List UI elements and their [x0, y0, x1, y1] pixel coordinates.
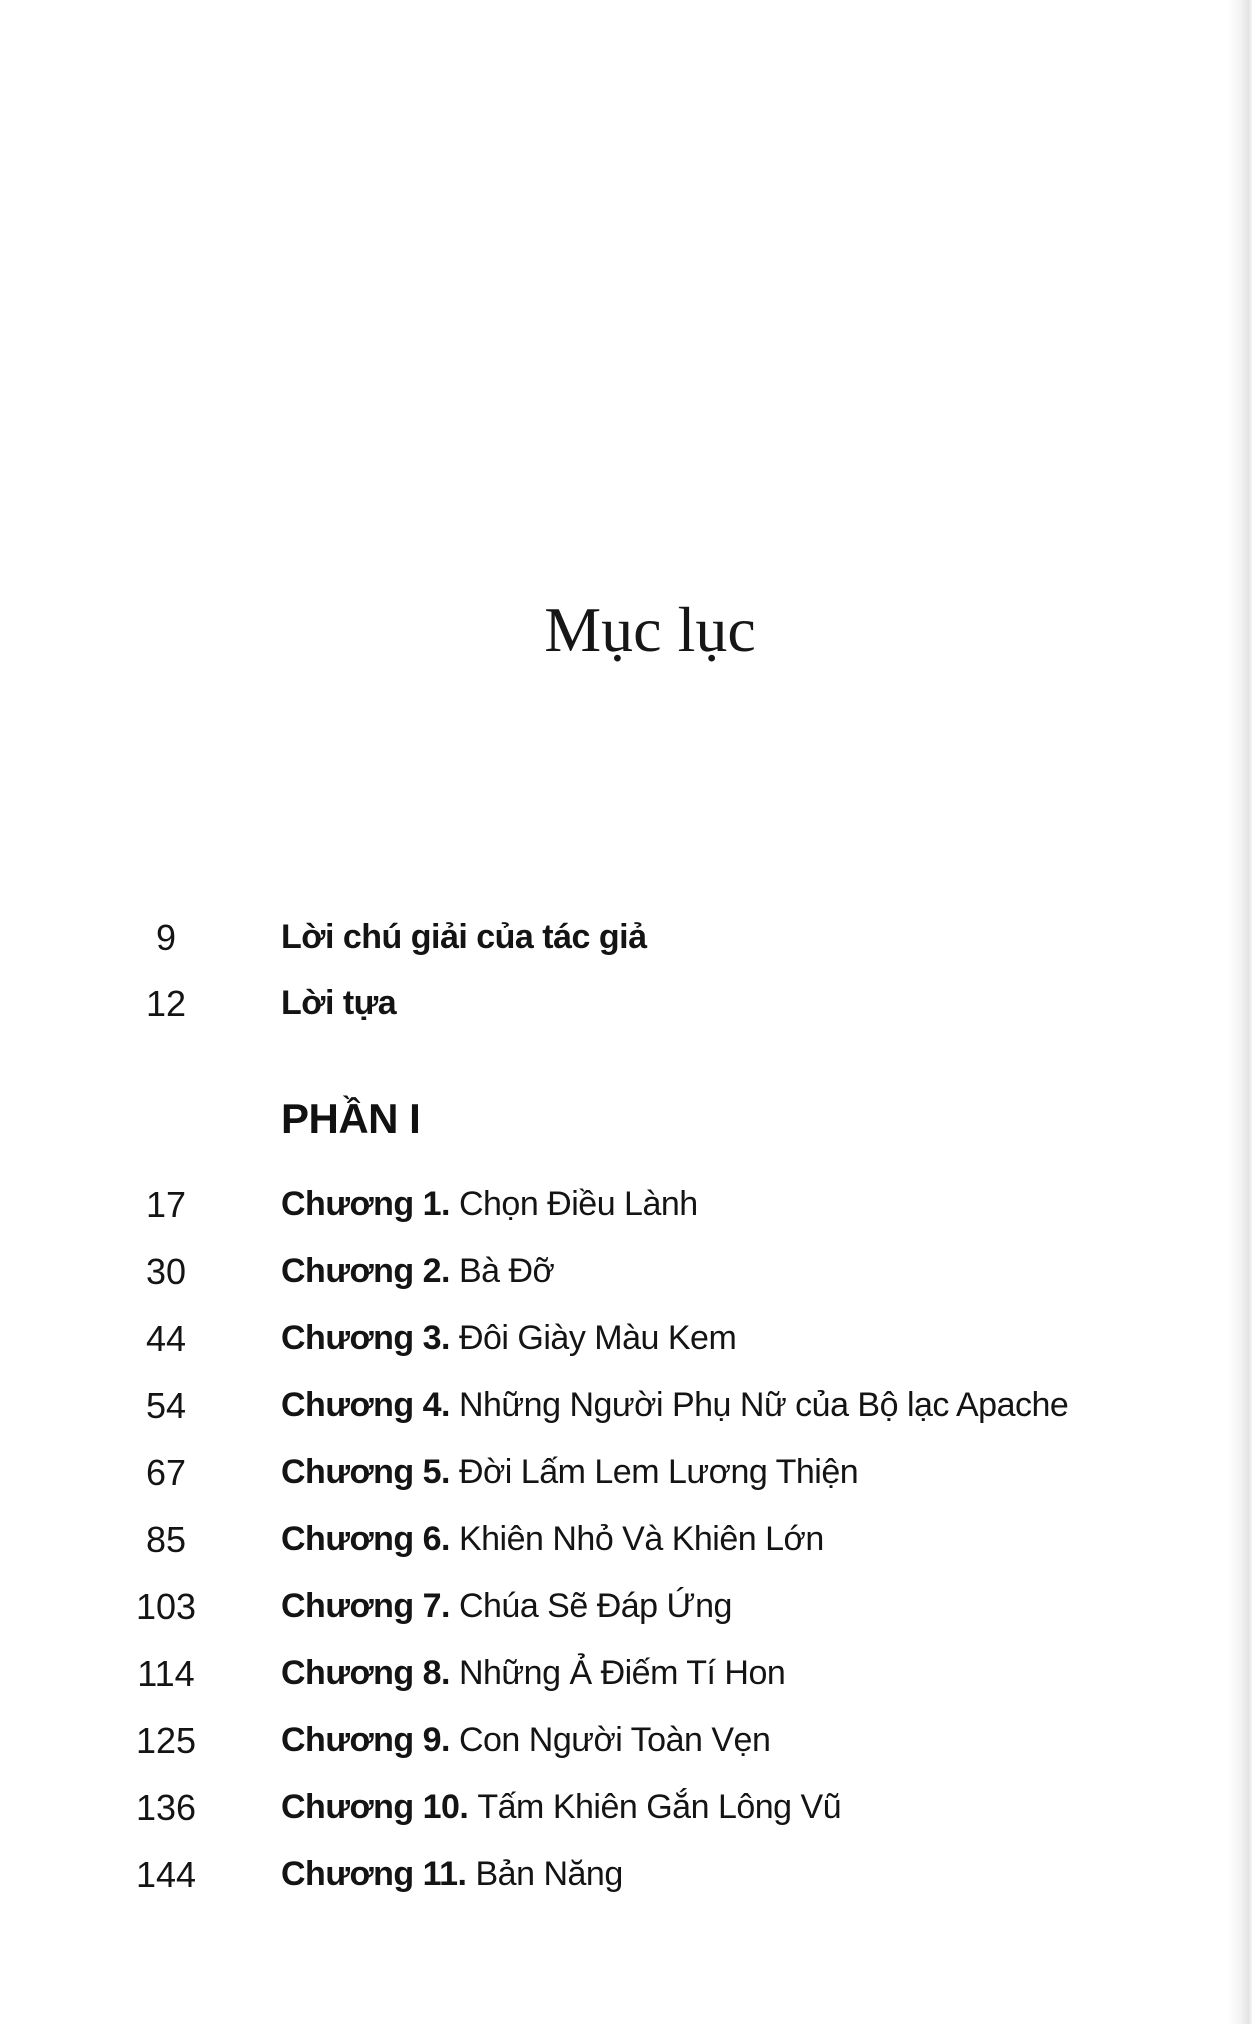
- toc-row: [0, 917, 1252, 986]
- chapter-prefix: Chương 9.: [281, 1721, 450, 1759]
- page-number: 9: [155, 917, 177, 958]
- chapter-entry: [281, 1589, 1222, 1623]
- chapter-entry: [281, 1388, 1222, 1422]
- chapter-prefix: Chương 11.: [281, 1855, 467, 1893]
- chapter-title: Những Người Phụ Nữ của Bộ lạc Apache: [458, 1386, 1069, 1424]
- chapter-title: Con Người Toàn Vẹn: [458, 1721, 771, 1759]
- chapter-prefix: Chương 4.: [281, 1386, 450, 1424]
- chapter-entry: [281, 1455, 1222, 1489]
- chapter-entry: [281, 1857, 1222, 1891]
- chapter-title: Tấm Khiên Gắn Lông Vũ: [477, 1788, 842, 1826]
- chapter-title: Bà Đỡ: [458, 1252, 555, 1290]
- page-number: 144: [135, 1854, 197, 1895]
- page-number: 54: [145, 1385, 187, 1426]
- page-number: 125: [135, 1720, 197, 1761]
- page-number: 85: [145, 1519, 187, 1560]
- toc-row: [0, 1251, 1252, 1321]
- toc-row: [0, 1653, 1252, 1723]
- toc-row: [0, 983, 1252, 1052]
- entry-title: Lời chú giải của tác giả: [281, 918, 647, 956]
- chapter-list: [0, 1184, 1252, 1924]
- chapter-title: Chọn Điều Lành: [458, 1185, 698, 1223]
- toc-row: [0, 1720, 1252, 1790]
- page-title: Mục lục: [544, 594, 756, 665]
- chapter-prefix: Chương 10.: [281, 1788, 469, 1826]
- page-number: 30: [145, 1251, 187, 1292]
- toc-row: [0, 1586, 1252, 1656]
- chapter-prefix: Chương 6.: [281, 1520, 450, 1558]
- chapter-entry: [281, 1522, 1222, 1556]
- chapter-title: Bản Năng: [475, 1855, 623, 1893]
- chapter-title: Khiên Nhỏ Và Khiên Lớn: [458, 1520, 824, 1558]
- page-edge-shadow: [1228, 0, 1252, 2024]
- toc-row: [0, 1184, 1252, 1254]
- toc-row: [0, 1318, 1252, 1388]
- toc-row: [0, 1787, 1252, 1857]
- chapter-entry: [281, 1656, 1222, 1690]
- front-matter-list: [0, 917, 1252, 1052]
- page-number: 17: [145, 1184, 187, 1225]
- entry-title: Lời tựa: [281, 984, 397, 1022]
- chapter-prefix: Chương 1.: [281, 1185, 450, 1223]
- page-number: 67: [145, 1452, 187, 1493]
- page-number: 103: [135, 1586, 197, 1627]
- page-number: 12: [145, 983, 187, 1024]
- chapter-prefix: Chương 5.: [281, 1453, 450, 1491]
- chapter-entry: [281, 1790, 1222, 1824]
- chapter-title: Chúa Sẽ Đáp Ứng: [458, 1587, 732, 1625]
- chapter-entry: [281, 1321, 1222, 1355]
- chapter-title: Những Ả Điếm Tí Hon: [458, 1654, 786, 1692]
- page-number: 136: [135, 1787, 197, 1828]
- chapter-prefix: Chương 2.: [281, 1252, 450, 1290]
- toc-row: [0, 1519, 1252, 1589]
- section-header: PHẦN I: [281, 1095, 421, 1142]
- toc-row: [0, 1385, 1252, 1455]
- toc-row: [0, 1854, 1252, 1924]
- chapter-prefix: Chương 3.: [281, 1319, 450, 1357]
- chapter-entry: [281, 1254, 1222, 1288]
- chapter-title: Đời Lấm Lem Lương Thiện: [458, 1453, 859, 1491]
- chapter-entry: [281, 1187, 1222, 1221]
- toc-row: [0, 1452, 1252, 1522]
- chapter-prefix: Chương 8.: [281, 1654, 450, 1692]
- chapter-title: Đôi Giày Màu Kem: [458, 1319, 737, 1357]
- chapter-entry: [281, 1723, 1222, 1757]
- page-number: 44: [145, 1318, 187, 1359]
- chapter-prefix: Chương 7.: [281, 1587, 450, 1625]
- page-number: 114: [137, 1653, 195, 1694]
